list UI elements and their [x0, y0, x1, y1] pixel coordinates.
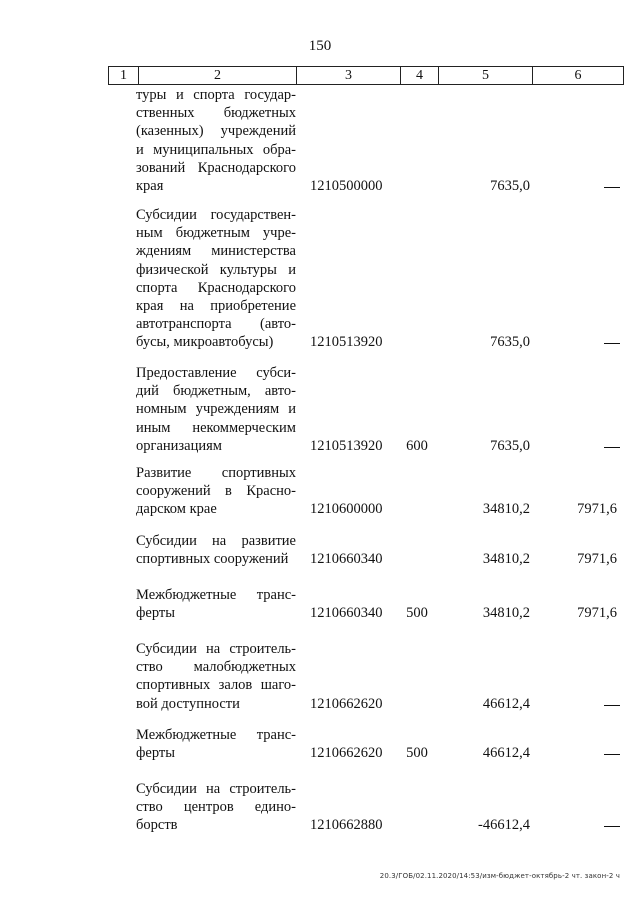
- header-col-2: 2: [139, 67, 297, 84]
- description-line: спортивных залов шаго-: [136, 677, 296, 694]
- description-line: Межбюджетные транс-: [136, 587, 296, 603]
- description-line: дарском крае: [136, 501, 217, 518]
- page-number: 150: [308, 38, 332, 54]
- row-amount-col5: 34810,2: [482, 551, 530, 568]
- description-line: спорта Краснодарского: [136, 279, 296, 296]
- description-line: номным учреждениям и: [136, 401, 296, 418]
- row-amount-col6: 7971,6: [577, 605, 617, 622]
- footer-stamp: 20.3/ГОБ/02.11.2020/14:53/изм-бюджет-октябрь-2 чт. закон-2 ч: [379, 872, 620, 880]
- row-amount-col5: 7635,0: [490, 334, 530, 351]
- header-col-4: 4: [401, 67, 439, 84]
- row-code: 1210513920: [310, 334, 383, 351]
- empty-dash: [604, 447, 620, 448]
- description-line: ным бюджетным учре-: [136, 225, 296, 242]
- empty-dash: [604, 343, 620, 344]
- row-description: [136, 464, 296, 519]
- row-code: 1210600000: [310, 501, 383, 518]
- row-expense-type: 600: [406, 437, 428, 454]
- description-line: (казенных) учреждений: [136, 123, 296, 140]
- row-code: 1210662620: [310, 745, 383, 762]
- row-amount-col5: 7635,0: [490, 437, 530, 454]
- header-col-6: 6: [574, 68, 582, 83]
- description-line: Межбюджетные транс-: [136, 727, 296, 743]
- row-code: 1210662880: [310, 817, 383, 834]
- description-line: зований Краснодарского: [136, 159, 296, 176]
- description-line: ферты: [136, 605, 175, 622]
- header-col-3: 3: [297, 67, 401, 84]
- description-line: автотранспорта (авто-: [136, 316, 296, 333]
- description-line: бусы, микроавтобусы): [136, 334, 274, 351]
- row-expense-type: 500: [406, 745, 428, 762]
- row-description: [136, 586, 296, 622]
- description-line: ферты: [136, 745, 175, 762]
- description-line: ство центров едино-: [136, 799, 296, 816]
- description-line: Развитие спортивных: [136, 465, 296, 481]
- empty-dash: [604, 826, 620, 827]
- header-col-5: 5: [439, 67, 533, 84]
- description-line: физической культуры и: [136, 261, 296, 278]
- empty-dash: [604, 754, 620, 755]
- row-code: 1210662620: [310, 695, 383, 712]
- row-amount-col6: 7971,6: [577, 501, 617, 518]
- header-col-1: 1: [109, 67, 139, 84]
- description-line: ство малобюджетных: [136, 659, 296, 676]
- description-line: и муниципальных обра-: [136, 141, 296, 158]
- description-line: иным некоммерческим: [136, 419, 296, 436]
- description-line: края: [136, 178, 164, 195]
- description-line: Предоставление субси-: [136, 365, 296, 381]
- row-description: [136, 726, 296, 762]
- row-description: [136, 364, 296, 455]
- row-code: 1210660340: [310, 551, 383, 568]
- table-header: [108, 66, 624, 85]
- row-code: 1210513920: [310, 437, 383, 454]
- row-description: [136, 86, 296, 195]
- row-amount-col5: 7635,0: [490, 178, 530, 194]
- row-amount-col5: 46612,4: [482, 695, 530, 712]
- description-line: организациям: [136, 437, 222, 454]
- row-amount-col5: -46612,4: [478, 817, 530, 834]
- description-line: спортивных сооружений: [136, 551, 289, 568]
- description-line: вой доступности: [136, 695, 240, 712]
- row-code: 1210660340: [310, 605, 383, 622]
- row-amount-col5: 34810,2: [482, 605, 530, 622]
- description-line: ждениям министерства: [136, 243, 296, 260]
- description-line: туры и спорта государ-: [136, 87, 296, 103]
- row-description: [136, 640, 296, 713]
- description-line: Субсидии государствен-: [136, 207, 296, 223]
- description-line: борств: [136, 817, 178, 834]
- row-code: 1210500000: [310, 178, 383, 194]
- description-line: Субсидии на строитель-: [136, 641, 296, 657]
- description-line: Субсидии на развитие: [136, 533, 296, 549]
- row-description: [136, 532, 296, 568]
- row-amount-col5: 34810,2: [482, 501, 530, 518]
- description-line: Субсидии на строитель-: [136, 781, 296, 797]
- row-expense-type: 500: [406, 605, 428, 622]
- empty-dash: [604, 705, 620, 706]
- empty-dash: [604, 187, 620, 188]
- row-amount-col5: 46612,4: [482, 745, 530, 762]
- description-line: ственных бюджетных: [136, 105, 296, 122]
- row-description: [136, 206, 296, 352]
- row-amount-col6: 7971,6: [577, 551, 617, 568]
- description-line: сооружений в Красно-: [136, 483, 296, 500]
- description-line: дий бюджетным, авто-: [136, 383, 296, 400]
- description-line: края на приобретение: [136, 298, 296, 315]
- row-description: [136, 780, 296, 835]
